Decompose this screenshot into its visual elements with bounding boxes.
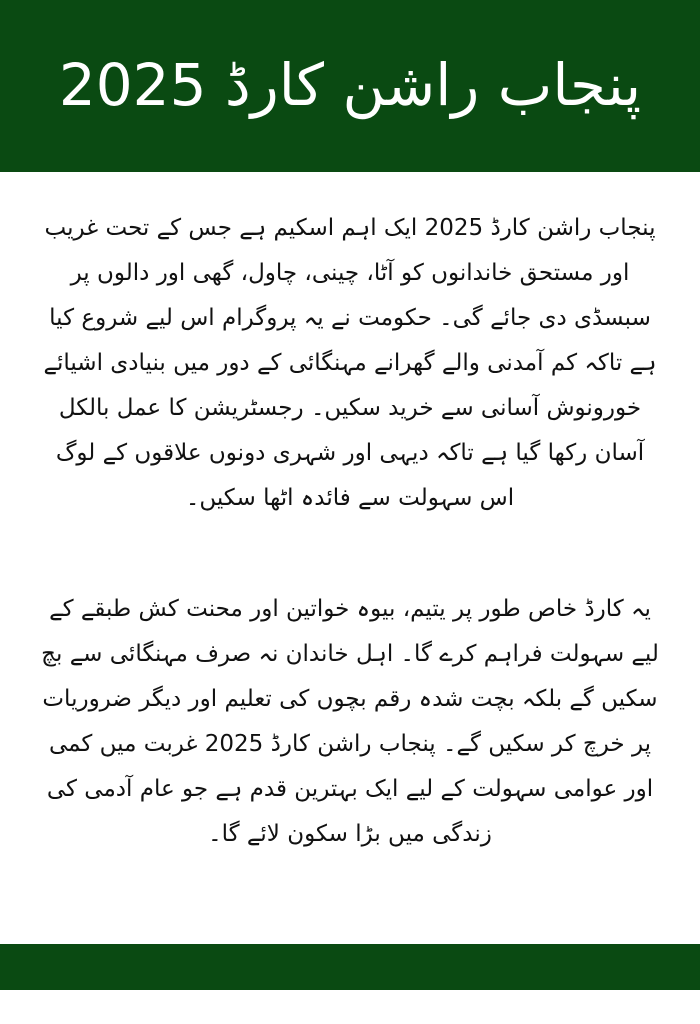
paragraph-intro: پنجاب راشن کارڈ 2025 ایک اہم اسکیم ہے جس کے تحت غریب اور مستحق خاندانوں کو آٹا، چینی، چاول، گھی اور دالوں پر سبسڈی دی جائے گی۔ حکومت نے یہ پروگرام اس لیے شروع کیا ہے تاکہ کم آمدنی والے گھرانے مہنگائی کے دور میں بنیادی اشیائے خورونوش آسانی سے خرید سکیں۔ رجسٹریشن کا عمل بالکل آسان رکھا گیا ہے تاکہ دیہی اور شہری دونوں علاقوں کے لوگ اس سہولت سے فائدہ اٹھا سکیں۔ xyxy=(43,215,657,511)
page-title: پنجاب راشن کارڈ 2025 xyxy=(58,51,642,120)
title-banner xyxy=(0,0,700,172)
footer-bar xyxy=(0,944,700,990)
paragraph-benefits: یہ کارڈ خاص طور پر یتیم، بیوہ خواتین اور محنت کش طبقے کے لیے سہولت فراہم کرے گا۔ اہل خاندان نہ صرف مہنگائی سے بچ سکیں گے بلکہ بچت شدہ رقم بچوں کی تعلیم اور دیگر ضروریات پر خرچ کر سکیں گے۔ پنجاب راشن کارڈ 2025 غربت میں کمی اور عوامی سہولت کے لیے ایک بہترین قدم ہے جو عام آدمی کی زندگی میں بڑا سکون لائے گا۔ xyxy=(41,596,659,847)
article-body xyxy=(0,172,700,944)
